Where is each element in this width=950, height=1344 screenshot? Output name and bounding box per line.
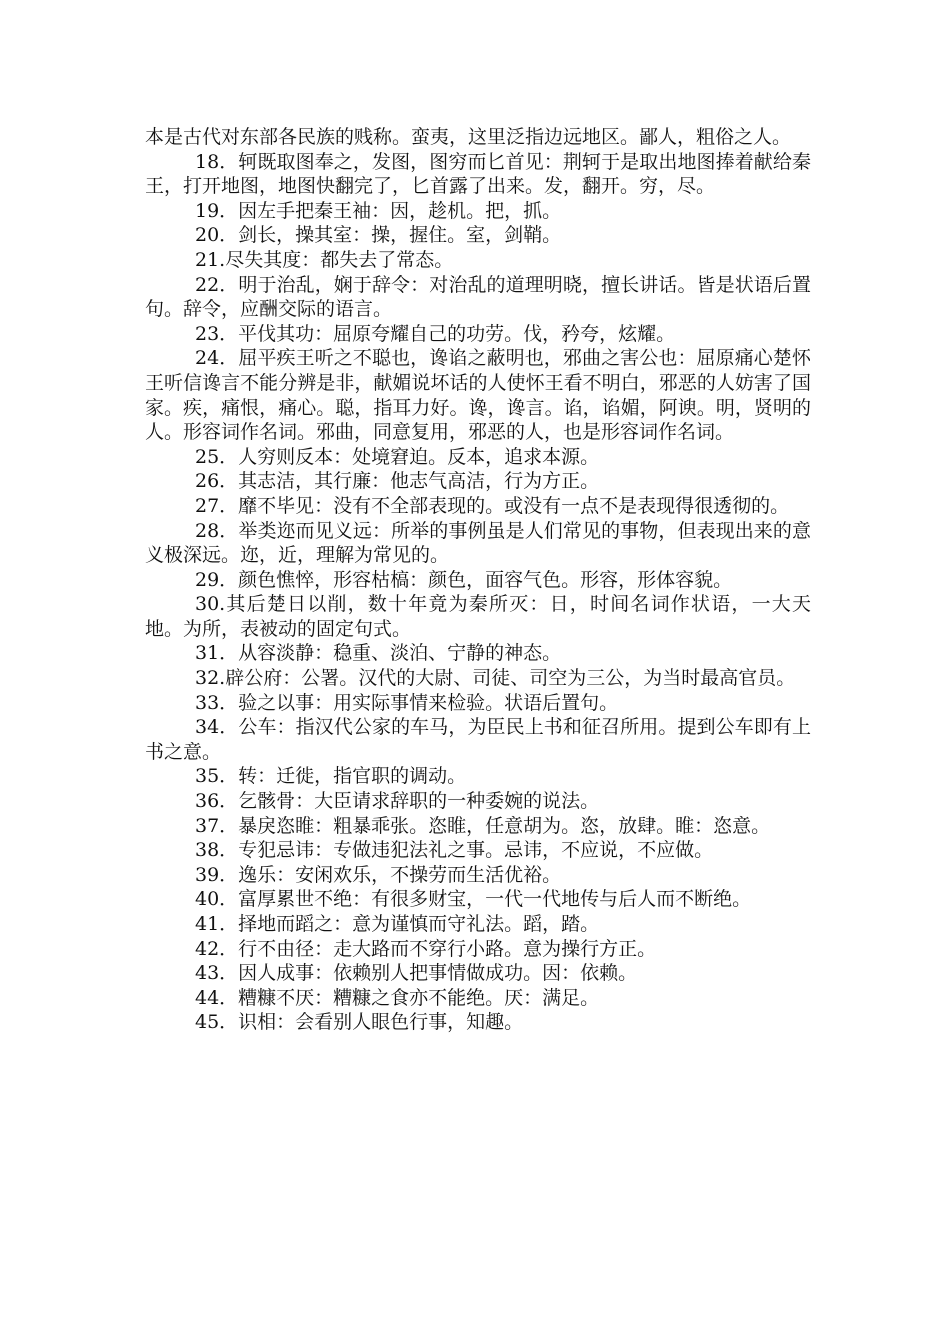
note-36: 36．乞骸骨：大臣请求辞职的一种委婉的说法。: [195, 790, 600, 813]
note-20: 20．剑长，操其室：操，握住。室，剑鞘。: [195, 224, 562, 247]
note-25: 25．人穷则反本：处境窘迫。反本，追求本源。: [195, 445, 600, 468]
note-28: 28．举类迩而见义远：所举的事例虽是人们常见的事物，但表现出来的意义极深远。迩，近，理解为常见的。: [145, 519, 811, 567]
paragraph-continued: 本是古代对东部各民族的贱称。蛮夷，这里泛指边远地区。鄙人，粗俗之人。: [145, 126, 792, 148]
note-31: 31．从容淡静：稳重、淡泊、宁静的神态。: [195, 642, 562, 665]
note-33: 33．验之以事：用实际事情来检验。状语后置句。: [195, 691, 619, 714]
note-38: 38．专犯忌讳：专做违犯法礼之事。忌讳，不应说，不应做。: [195, 839, 714, 862]
note-18: 18．轲既取图奉之，发图，图穷而匕首见：荆轲于是取出地图捧着献给秦王，打开地图，地图快翻完了，匕首露了出来。发，翻开。穷，尽。: [145, 150, 811, 198]
note-29: 29．颜色憔悴，形容枯槁：颜色，面容气色。形容，形体容貌。: [195, 568, 733, 591]
note-30: 30.其后楚日以削，数十年竟为秦所灭：日，时间名词作状语，一大天地。为所，表被动的固定句式。: [145, 593, 811, 640]
note-41: 41．择地而蹈之：意为谨慎而守礼法。蹈，踏。: [195, 913, 600, 935]
note-22: 22．明于治乱，娴于辞令：对治乱的道理明晓，擅长讲话。皆是状语后置句。辞令，应酬交际的语言。: [145, 273, 811, 321]
note-39: 39．逸乐：安闲欢乐，不操劳而生活优裕。: [195, 863, 562, 886]
note-19: 19．因左手把秦王袖：因，趁机。把，抓。: [195, 199, 562, 222]
note-37: 37．暴戾恣睢：粗暴乖张。恣睢，任意胡为。恣，放肆。睢：恣意。: [195, 814, 771, 837]
note-42: 42．行不由径：走大路而不穿行小路。意为操行方正。: [195, 937, 657, 960]
note-43: 43．因人成事：依赖别人把事情做成功。因：依赖。: [195, 962, 638, 985]
note-23: 23．平伐其功：屈原夸耀自己的功劳。伐，矜夸，炫耀。: [195, 322, 676, 345]
note-40: 40．富厚累世不绝：有很多财宝，一代一代地传与后人而不断绝。: [195, 888, 752, 911]
note-32: 32.辟公府：公署。汉代的大尉、司徒、司空为三公，为当时最高官员。: [195, 667, 796, 690]
note-26: 26．其志洁，其行廉：他志气高洁，行为方正。: [195, 470, 600, 493]
document-body: [145, 125, 811, 1035]
note-44: 44．糟糠不厌：糟糠之食亦不能绝。厌：满足。: [195, 986, 600, 1009]
note-21: 21.尽失其度：都失去了常态。: [195, 248, 454, 271]
note-35: 35．转：迁徙，指官职的调动。: [195, 765, 467, 788]
note-24: 24．屈平疾王听之不聪也，谗谄之蔽明也，邪曲之害公也：屈原痛心楚怀王听信谗言不能分辨是非，献媚说坏话的人使怀王看不明白，邪恶的人妨害了国家。疾，痛恨，痛心。聪，指耳力好。谗，谗言。谄，谄媚，阿谀。明，贤明的人。形容词作名词。邪曲，同意复用，邪恶的人，也是形容词作名词。: [145, 347, 811, 444]
note-27: 27．靡不毕见：没有不全部表现的。或没有一点不是表现得很透彻的。: [195, 494, 790, 517]
note-45: 45．识相：会看别人眼色行事，知趣。: [195, 1011, 524, 1034]
note-34: 34．公车：指汉代公家的车马，为臣民上书和征召所用。提到公车即有上书之意。: [145, 716, 811, 763]
